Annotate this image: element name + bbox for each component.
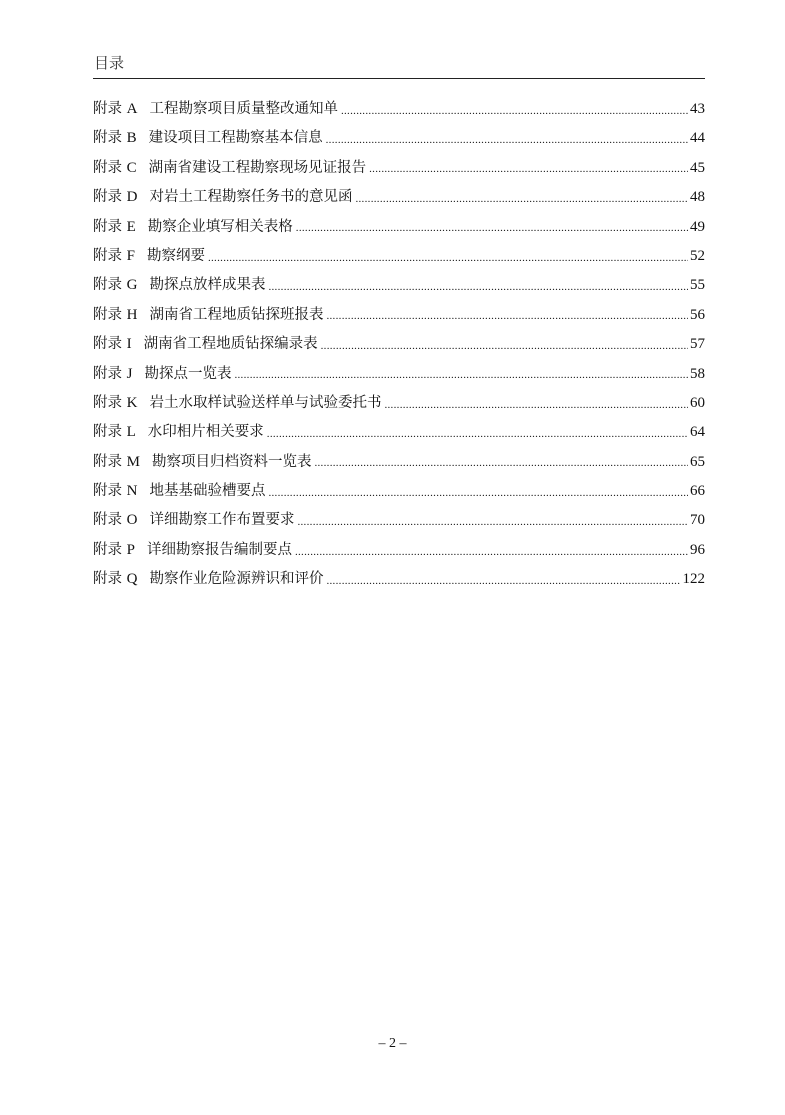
toc-entry-appendix-l[interactable] (93, 418, 705, 447)
toc-label (93, 183, 137, 212)
toc-entry-appendix-b[interactable] (93, 124, 705, 153)
toc-entry-appendix-j[interactable] (93, 360, 705, 389)
toc-leader-dots (267, 426, 688, 440)
toc-letter: F (126, 247, 135, 264)
toc-leader-dots (234, 367, 688, 381)
toc-title: 详细勘察工作布置要求 (149, 512, 295, 529)
toc-letter: O (126, 512, 138, 529)
toc-prefix: 附录 (93, 159, 122, 176)
toc-label (93, 330, 132, 359)
toc-title: 岩土水取样试验送样单与试验委托书 (149, 394, 382, 411)
toc-title: 勘察作业危险源辨识和评价 (149, 571, 324, 588)
toc-label (93, 271, 137, 300)
toc-prefix: 附录 (93, 336, 122, 353)
toc-leader-dots (384, 397, 688, 411)
toc-letter: D (126, 189, 138, 206)
toc-label (93, 506, 137, 535)
toc-prefix: 附录 (93, 247, 122, 264)
table-of-contents (93, 95, 705, 595)
toc-leader-dots (355, 191, 688, 205)
toc-leader-dots (341, 103, 688, 117)
toc-entry-appendix-c[interactable] (93, 154, 705, 183)
toc-label (93, 124, 137, 153)
toc-letter: A (126, 101, 138, 117)
toc-prefix: 附录 (93, 483, 122, 500)
toc-letter: E (126, 218, 136, 235)
toc-entry-appendix-k[interactable] (93, 389, 705, 418)
toc-prefix: 附录 (93, 365, 122, 382)
header-title: 目录 (94, 54, 125, 72)
toc-letter: L (126, 424, 136, 441)
toc-entry-appendix-h[interactable] (93, 301, 705, 330)
page-footer (0, 1036, 785, 1052)
toc-title: 湖南省工程地质钻探编录表 (143, 336, 318, 353)
page-header (93, 53, 705, 79)
toc-label (93, 477, 137, 506)
toc-title: 工程勘察项目质量整改通知单 (149, 101, 338, 117)
toc-page-number: 58 (690, 365, 705, 382)
toc-label (93, 536, 135, 565)
toc-letter: Q (126, 571, 138, 588)
toc-letter: J (126, 365, 133, 382)
toc-prefix: 附录 (93, 571, 122, 588)
toc-page-number: 66 (690, 483, 705, 500)
toc-title: 湖南省建设工程勘察现场见证报告 (148, 159, 367, 176)
toc-prefix: 附录 (93, 512, 122, 529)
toc-letter: B (126, 130, 137, 147)
toc-title: 对岩土工程勘察任务书的意见函 (149, 189, 353, 206)
toc-prefix: 附录 (93, 189, 122, 206)
toc-letter: G (126, 277, 138, 294)
toc-page-number: 52 (690, 247, 705, 264)
toc-title: 水印相片相关要求 (147, 424, 264, 441)
toc-label (93, 448, 140, 477)
toc-leader-dots (321, 338, 688, 352)
page-number: – 2 – (378, 1036, 407, 1051)
toc-label (93, 389, 137, 418)
toc-letter: I (126, 336, 132, 353)
toc-page-number: 60 (690, 394, 705, 411)
toc-entry-appendix-n[interactable] (93, 477, 705, 506)
toc-label (93, 301, 137, 330)
toc-page-number: 48 (690, 189, 705, 206)
toc-prefix: 附录 (93, 101, 122, 117)
toc-prefix: 附录 (93, 394, 122, 411)
toc-letter: N (126, 483, 138, 500)
toc-entry-appendix-q[interactable] (93, 565, 705, 594)
toc-page-number: 70 (690, 512, 705, 529)
toc-entry-appendix-f[interactable] (93, 242, 705, 271)
toc-label (93, 213, 136, 242)
toc-page-number: 57 (690, 336, 705, 353)
toc-label (93, 418, 136, 447)
toc-label (93, 360, 132, 389)
toc-leader-dots (326, 573, 680, 587)
toc-prefix: 附录 (93, 424, 122, 441)
toc-title: 勘察项目归档资料一览表 (151, 453, 312, 470)
toc-entry-appendix-e[interactable] (93, 213, 705, 242)
toc-letter: K (126, 394, 138, 411)
toc-label (93, 95, 137, 124)
toc-prefix: 附录 (93, 130, 122, 147)
toc-page-number: 122 (682, 571, 705, 588)
toc-leader-dots (268, 279, 688, 293)
toc-title: 详细勘察报告编制要点 (146, 541, 292, 558)
toc-title: 勘探点一览表 (144, 365, 232, 382)
toc-page-number: 65 (690, 453, 705, 470)
toc-label (93, 154, 137, 183)
toc-entry-appendix-p[interactable] (93, 536, 705, 565)
toc-entry-appendix-d[interactable] (93, 183, 705, 212)
toc-page-number: 44 (690, 130, 705, 147)
toc-prefix: 附录 (93, 453, 122, 470)
toc-letter: H (126, 306, 138, 323)
toc-letter: M (126, 453, 140, 470)
toc-title: 勘探点放样成果表 (149, 277, 266, 294)
toc-leader-dots (295, 544, 688, 558)
toc-prefix: 附录 (93, 541, 122, 558)
toc-page-number: 43 (690, 101, 705, 117)
toc-page-number: 49 (690, 218, 705, 235)
toc-leader-dots (314, 455, 688, 469)
toc-leader-dots (369, 161, 688, 175)
toc-entry-appendix-i[interactable] (93, 330, 705, 359)
toc-prefix: 附录 (93, 277, 122, 294)
toc-leader-dots (326, 308, 688, 322)
toc-page-number: 45 (690, 159, 705, 176)
toc-title: 勘察企业填写相关表格 (147, 218, 293, 235)
toc-label (93, 565, 137, 594)
toc-title: 建设项目工程勘察基本信息 (148, 130, 323, 147)
toc-title: 勘察纲要 (146, 247, 205, 264)
toc-letter: C (126, 159, 137, 176)
toc-entry-appendix-a[interactable] (93, 95, 705, 124)
toc-title: 湖南省工程地质钻探班报表 (149, 306, 324, 323)
toc-title: 地基基础验槽要点 (149, 483, 266, 500)
toc-leader-dots (208, 250, 688, 264)
toc-prefix: 附录 (93, 306, 122, 323)
toc-letter: P (126, 541, 135, 558)
toc-prefix: 附录 (93, 218, 122, 235)
toc-leader-dots (268, 485, 688, 499)
toc-entry-appendix-o[interactable] (93, 506, 705, 535)
toc-entry-appendix-g[interactable] (93, 271, 705, 300)
toc-page-number: 96 (690, 541, 705, 558)
toc-leader-dots (297, 514, 688, 528)
toc-entry-appendix-m[interactable] (93, 448, 705, 477)
toc-page-number: 56 (690, 306, 705, 323)
toc-page-number: 55 (690, 277, 705, 294)
toc-leader-dots (326, 132, 688, 146)
toc-page-number: 64 (690, 424, 705, 441)
toc-leader-dots (296, 220, 688, 234)
toc-label (93, 242, 135, 271)
